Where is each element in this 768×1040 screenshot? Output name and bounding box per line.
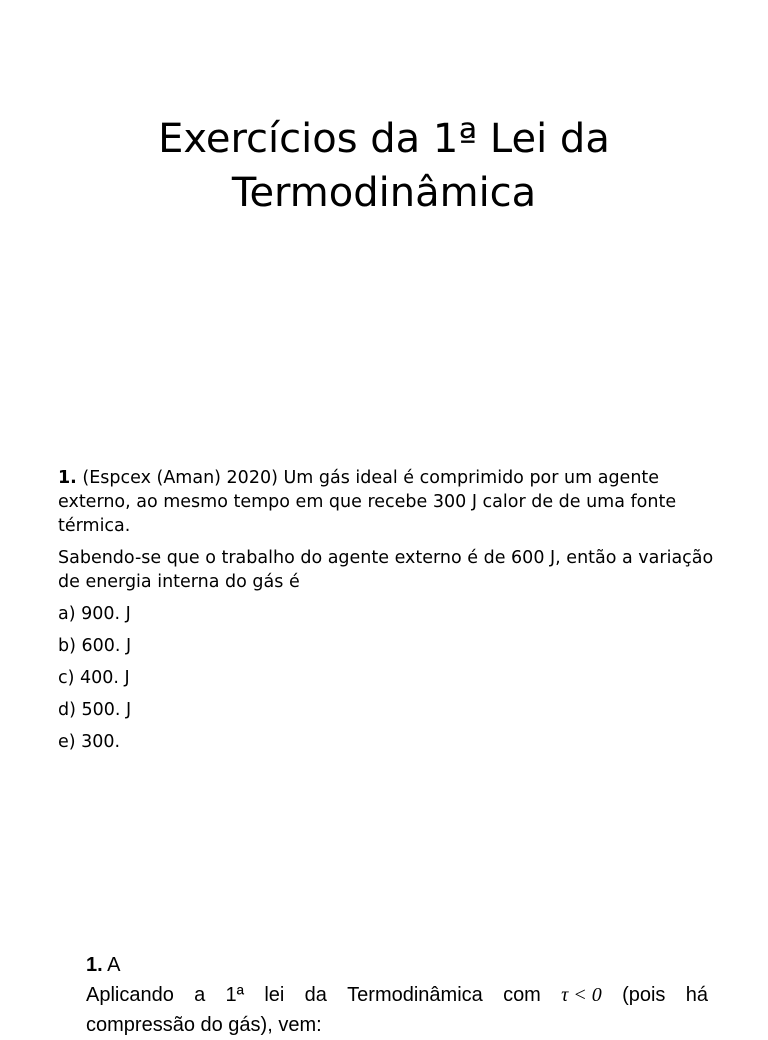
answer-options (58, 602, 718, 754)
option-e: e) 300. (58, 732, 121, 752)
answer-word: há (685, 984, 708, 1006)
answer-line-2: compressão do gás), vem: (86, 1014, 322, 1036)
question-text-part1: (Espcex (Aman) 2020) Um gás ideal é comprimido por um agente externo, ao mesmo tempo em que recebe 300 J calor de de uma fonte térmica. (58, 468, 677, 536)
title-line-1: Exercícios da 1ª Lei da (158, 116, 610, 162)
question-block (58, 466, 718, 762)
answer-word: Termodinâmica (347, 984, 483, 1006)
option-d: d) 500. J (58, 700, 132, 720)
answer-word: da (304, 984, 327, 1006)
answer-heading (86, 950, 708, 980)
answer-letter: A (102, 954, 121, 976)
option-c: c) 400. J (58, 668, 130, 688)
answer-word: 1ª (225, 984, 245, 1006)
question-text-part2: Sabendo-se que o trabalho do agente externo é de 600 J, então a variação de energia interna do gás é (58, 548, 714, 592)
answer-number: 1. (86, 954, 103, 976)
answer-word: lei (264, 984, 285, 1006)
answer-word: a (194, 984, 206, 1006)
question-statement (58, 466, 718, 538)
question-number: 1. (58, 468, 77, 488)
answer-word: com (503, 984, 541, 1006)
answer-line-1 (86, 980, 708, 1010)
answer-block (86, 950, 708, 1040)
option-b: b) 600. J (58, 636, 132, 656)
answer-word: (pois (622, 984, 666, 1006)
work-inequality: τ < 0 (561, 984, 602, 1006)
option-a: a) 900. J (58, 604, 131, 624)
title-line-2: Termodinâmica (231, 170, 537, 216)
answer-word: Aplicando (86, 984, 174, 1006)
slide-title (0, 112, 768, 220)
